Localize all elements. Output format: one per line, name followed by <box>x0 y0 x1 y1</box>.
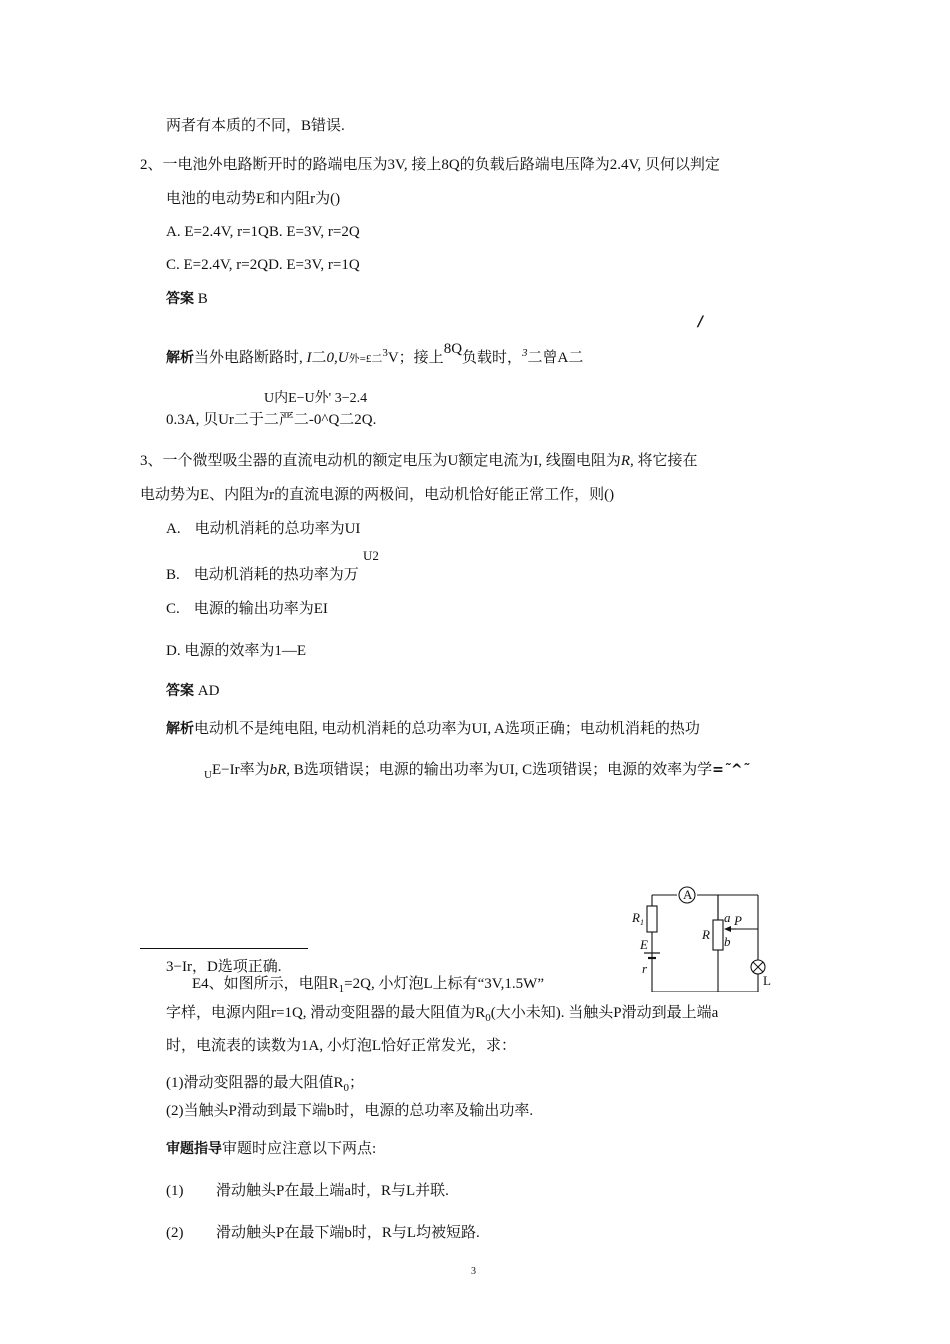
q2-stem-line1: 2、一电池外电路断开时的路端电压为3V, 接上8Q的负载后路端电压降为2.4V, 贝何以判定 <box>140 157 720 173</box>
rheostat-label: R <box>702 927 710 942</box>
sub-text: ； <box>349 1075 365 1091</box>
exp-text: V；接上 <box>387 350 444 366</box>
sub-sub: 0 <box>343 1082 349 1094</box>
q3-option-a <box>166 519 360 539</box>
resistor-r1-icon <box>647 906 657 932</box>
option-label: B. <box>166 567 180 583</box>
slash-mark: / <box>698 314 704 330</box>
guide-text: 审题时应注意以下两点: <box>222 1141 377 1157</box>
q3-explanation-line1 <box>166 719 700 739</box>
q2-explanation-line1 <box>166 343 583 369</box>
stem-text: R, <box>620 453 634 469</box>
stem-text: E4、如图所示，电阻R <box>192 976 339 992</box>
rheostat-icon <box>713 920 723 950</box>
q2-options-cd: C. E=2.4V, r=2QD. E=3V, r=1Q <box>166 257 360 273</box>
point-text: 滑动触头P在最上端a时，R与L并联. <box>216 1183 449 1199</box>
guide-label: 审题指导 <box>166 1141 222 1157</box>
q4-stem-line2 <box>166 1003 718 1028</box>
terminal-a-label: a <box>724 910 731 925</box>
r1-subscript: 1 <box>639 918 644 927</box>
point-label: (1) <box>166 1183 184 1199</box>
q2-options-ab: A. E=2.4V, r=1QB. E=3V, r=2Q <box>166 224 360 240</box>
point-label: (2) <box>166 1225 184 1241</box>
answer-label: 答案 <box>166 291 194 307</box>
q4-point-1 <box>166 1181 449 1201</box>
exp-text: 当外电路断路时, <box>194 350 307 366</box>
option-text: 电动机消耗的热功率为万 <box>193 567 359 583</box>
q3-explanation-line2 <box>204 760 750 781</box>
lamp-icon <box>751 960 765 974</box>
exp-text: U <box>337 350 349 366</box>
internal-resistance-label: r <box>642 961 648 976</box>
q3-option-d: D. 电源的效率为1—E <box>166 643 306 659</box>
q4-point-2 <box>166 1223 480 1243</box>
q2-explanation-line2: U内E−U外' 3−2.4 <box>264 391 368 406</box>
sub-text: (1)滑动变阻器的最大阻值R <box>166 1075 344 1091</box>
stem-text: =2Q, 小灯泡L上标有“3V,1.5W” <box>344 976 544 992</box>
r1-label <box>631 910 644 927</box>
exp-text: 电动机不是纯电阻, 电动机消耗的总功率为UI, A选项正确；电动机消耗的热功 <box>194 721 700 737</box>
q4-subquestion-1 <box>166 1073 364 1098</box>
exp-sup: 3 <box>382 347 388 359</box>
ammeter-label: A <box>683 887 693 902</box>
q3-option-b <box>166 565 359 585</box>
page-number: 3 <box>471 1266 476 1277</box>
exp-text: 二 <box>311 350 327 366</box>
exp-text: bR, <box>269 762 290 778</box>
slider-arrow-icon <box>724 926 731 932</box>
q3-stem-line2: 电动势为E、内阻为r的直流电源的两极间，电动机恰好能正常工作，则() <box>140 487 615 503</box>
q3-option-c <box>166 599 328 619</box>
terminal-b-label: b <box>724 934 731 949</box>
exp-text: U <box>204 769 212 781</box>
fraction-numerator: U2 <box>363 548 379 563</box>
lamp-label: L <box>763 973 771 988</box>
answer-label: 答案 <box>166 683 194 699</box>
exp-text: B选项错误；电源的输出功率为UI, C选项错误；电源的效率为学 <box>290 762 713 778</box>
exp-sup: 3 <box>522 347 528 359</box>
exp-text: 0, <box>326 350 338 366</box>
q2-explanation-line3: 0.3A, 贝Ur二于二严二-0^Q二2Q. <box>166 412 377 428</box>
exp-text: I <box>306 350 312 366</box>
r1-letter: R <box>632 910 640 925</box>
option-label: A. <box>166 521 181 537</box>
option-text: 电动机消耗的总功率为UI <box>194 521 361 537</box>
stem-text: 3、一个微型吸尘器的直流电动机的额定电压为U额定电流为I, 线圈电阻为 <box>140 453 621 469</box>
stem-text: (大小未知). 当触头P滑动到最上端a <box>490 1005 719 1021</box>
exp-text: E−Ir率为 <box>211 762 270 778</box>
exp-text: 外=£二 <box>348 353 383 365</box>
stem-sub: 1 <box>338 983 345 995</box>
q3-explanation-line3: 3−Ir，D选项正确. <box>166 959 282 975</box>
answer-value: B <box>194 291 208 307</box>
q4-guide <box>166 1139 376 1159</box>
stem-sub: 0 <box>485 1012 491 1024</box>
exp-text: 二曾A二 <box>527 350 584 366</box>
answer-value: AD <box>194 683 220 699</box>
explanation-label: 解析 <box>166 721 194 737</box>
q4-stem-line1 <box>192 974 544 999</box>
q2-answer <box>166 289 208 309</box>
q2-stem-line2: 电池的电动势E和内阻r为() <box>166 191 341 207</box>
exp-text: 8Q <box>443 341 463 357</box>
q3-answer <box>166 681 219 701</box>
option-text: 电源的输出功率为EI <box>193 601 328 617</box>
footnote-rule <box>140 948 308 949</box>
exp-text: 负载时， <box>462 350 523 366</box>
circuit-diagram <box>628 882 778 992</box>
explanation-label: 解析 <box>166 350 194 366</box>
text-line: 两者有本质的不同，B错误. <box>166 118 345 134</box>
emf-label: E <box>640 937 648 952</box>
q4-stem-line3: 时，电流表的读数为1A, 小灯泡L恰好正常发光，求： <box>166 1038 516 1054</box>
stem-text: 将它接在 <box>633 453 698 469</box>
q4-subquestion-2: (2)当触头P滑动到最下端b时，电源的总功率及输出功率. <box>166 1103 534 1119</box>
q3-stem-line1 <box>140 451 698 471</box>
slider-p-label: P <box>734 913 742 928</box>
option-label: C. <box>166 601 180 617</box>
exp-text: =˜^˜ <box>712 762 750 778</box>
stem-text: 字样，电源内阻r=1Q, 滑动变阻器的最大阻值为R <box>166 1005 486 1021</box>
point-text: 滑动触头P在最下端b时，R与L均被短路. <box>216 1225 480 1241</box>
